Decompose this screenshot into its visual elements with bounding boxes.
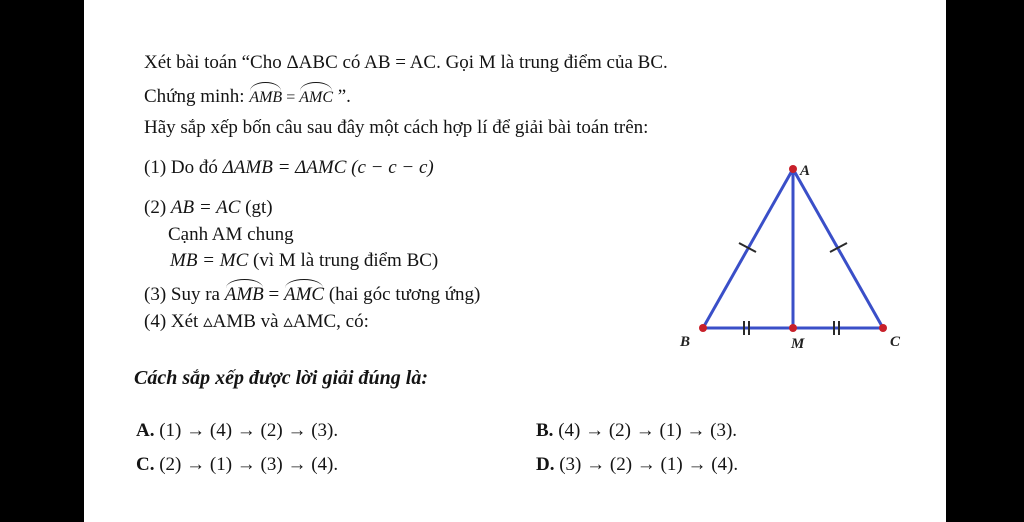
problem-line-2-suffix: ”. bbox=[333, 86, 351, 107]
point-b bbox=[699, 324, 707, 332]
step-2-line-3-suffix: (vì M là trung điểm BC) bbox=[248, 250, 439, 271]
step-1-prefix: (1) Do đó bbox=[144, 157, 223, 178]
document-page bbox=[84, 0, 946, 522]
problem-line-3: Hãy sắp xếp bốn câu sau đây một cách hợp lí để giải bài toán trên: bbox=[144, 117, 649, 138]
option-a-text: (1) → (4) → (2) → (3). bbox=[159, 420, 339, 441]
option-a-letter: A. bbox=[136, 420, 155, 441]
label-b: B bbox=[680, 334, 691, 350]
option-b-text: (4) → (2) → (1) → (3). bbox=[558, 420, 738, 441]
step-3-suffix: (hai góc tương ứng) bbox=[324, 284, 481, 305]
triangle-lines bbox=[703, 169, 883, 328]
angle-amb: AMB bbox=[249, 87, 282, 109]
point-m bbox=[789, 324, 797, 332]
step-2-line-2: Cạnh AM chung bbox=[168, 224, 294, 245]
step-4: (4) Xét ▵AMB và ▵AMC, có: bbox=[144, 311, 369, 332]
triangle-figure bbox=[84, 0, 946, 522]
step-3-angle-amb: AMB bbox=[224, 284, 264, 305]
point-c bbox=[879, 324, 887, 332]
step-2-line-3-math: MB = MC bbox=[170, 250, 249, 271]
equals-sign: = bbox=[282, 89, 300, 106]
step-2-math: AB = AC bbox=[170, 197, 241, 218]
question-heading: Cách sắp xếp được lời giải đúng là: bbox=[134, 367, 429, 389]
angle-amc: AMC bbox=[299, 87, 333, 109]
step-2-suffix: (gt) bbox=[240, 197, 273, 218]
step-3-angle-amc: AMC bbox=[284, 284, 325, 305]
point-a bbox=[789, 165, 797, 173]
label-m: M bbox=[791, 336, 805, 352]
option-c-letter: C. bbox=[136, 454, 155, 475]
label-c: C bbox=[890, 334, 901, 350]
problem-line-2-prefix: Chứng minh: bbox=[144, 86, 250, 107]
label-a: A bbox=[800, 163, 811, 179]
step-1-math: ΔAMB = ΔAMC (c − c − c) bbox=[222, 157, 434, 178]
problem-line-1: Xét bài toán “Cho ΔABC có AB = AC. Gọi M là trung điểm của BC. bbox=[144, 52, 668, 73]
step-3-eq: = bbox=[263, 284, 284, 305]
option-d-text: (3) → (2) → (1) → (4). bbox=[559, 454, 739, 475]
option-b-letter: B. bbox=[536, 420, 554, 441]
option-c-text: (2) → (1) → (3) → (4). bbox=[159, 454, 339, 475]
option-d-letter: D. bbox=[536, 454, 555, 475]
step-2-prefix: (2) bbox=[144, 197, 171, 218]
step-3-prefix: (3) Suy ra bbox=[144, 284, 225, 305]
